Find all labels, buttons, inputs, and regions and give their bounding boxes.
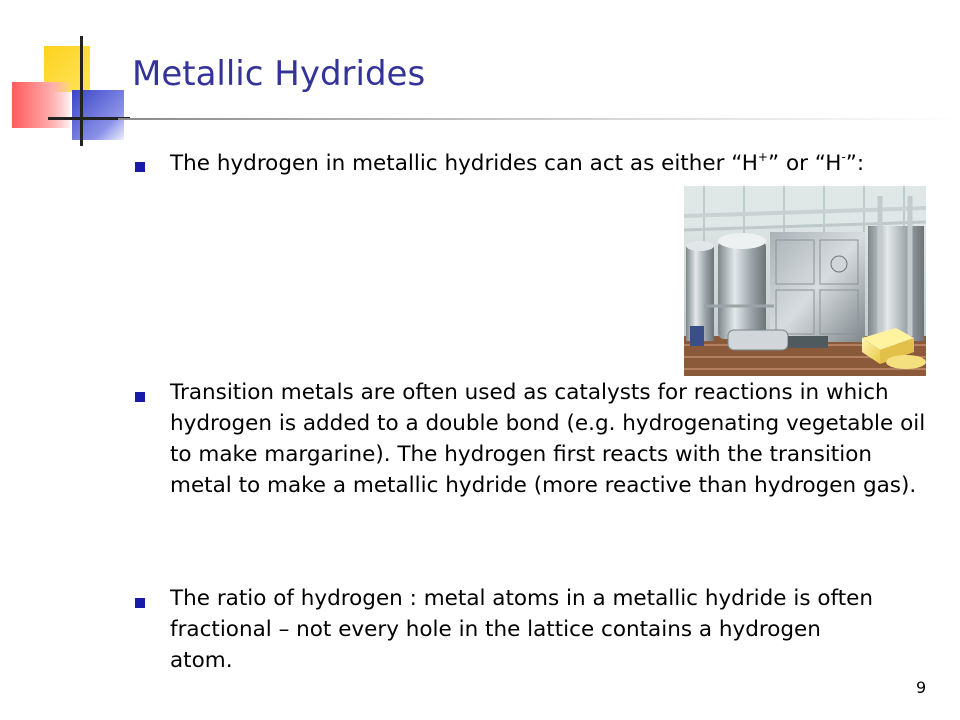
bullet-text-3: The ratio of hydrogen : metal atoms in a metallic hydride is often fractional – not every hole in the lattice contains a hydrogen atom. (170, 586, 873, 673)
bullet-marker (135, 162, 145, 172)
slide-title: Metallic Hydrides (132, 54, 426, 94)
title-rule (118, 118, 960, 120)
bullet-marker (135, 598, 145, 608)
red-square (12, 82, 70, 128)
bullet-marker (135, 392, 145, 402)
bullet-1-middle: ” or “H (767, 151, 842, 176)
bullet-1-sup-plus: + (757, 150, 768, 164)
factory-illustration (684, 186, 926, 376)
margarine-factory-photo (684, 186, 926, 376)
bullet-1-after: ”: (845, 151, 865, 176)
bullet-1-sup-minus: - (841, 150, 846, 164)
bullet-text-2: Transition metals are often used as catalysts for reactions in which hydrogen is added to a double bond (e.g. hydrogenating vegetable oil to make margarine). The hydrogen first reacts with the transition metal to make a metallic hydride (more reactive than hydrogen gas). (170, 380, 926, 498)
bullet-1-before: The hydrogen in metallic hydrides can act as either “H (170, 151, 758, 176)
vertical-line (80, 36, 83, 146)
page-number: 9 (916, 678, 927, 697)
bullet-text-1 (170, 148, 950, 179)
corner-decoration (0, 0, 140, 160)
